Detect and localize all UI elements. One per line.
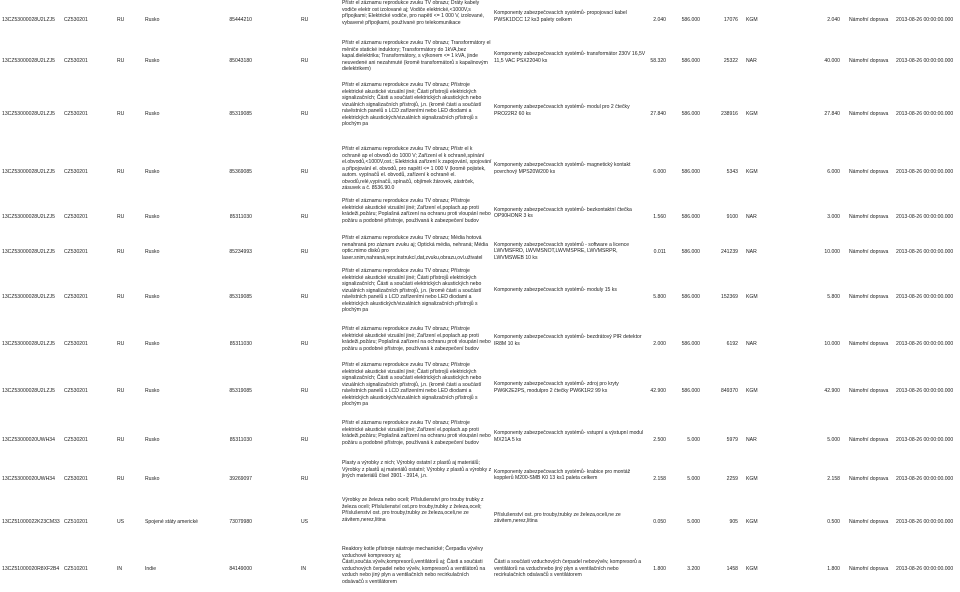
country-code-cell: RU <box>117 17 125 23</box>
country-code-cell: RU <box>117 169 125 175</box>
goods-cell: Komponenty zabezpečovacích systémů- moduly 15 ks <box>494 287 617 293</box>
quantity-cell: 27.840 <box>824 111 840 117</box>
commodity-code-cell: 85311030 <box>229 437 252 443</box>
goods-cell: Komponenty zabezpečovacích systémů- vstupní a výstupní modul MX21A 5 ks <box>494 430 644 443</box>
country-name-cell: Rusko <box>145 111 160 117</box>
country-name-cell: Rusko <box>145 17 160 23</box>
declaration-id-cell: 13CZ53000028U2LZJ5 <box>2 248 55 255</box>
unit-cell: KGM <box>746 518 758 525</box>
origin-code-cell: IN <box>301 566 307 572</box>
country-name-cell: Spojené státy americké <box>145 518 198 525</box>
gross-weight-cell: 586.000 <box>681 213 700 220</box>
commodity-code-cell: 85319085 <box>229 111 252 117</box>
description-cell: Přístr el záznamu reprodukce zvuku TV obrazu; Přístr el k ochraně ap el obvodů do 1000 V; Zařízení el k ochraně,spínání el.obvodů,<1000V,ost.; Elektrická zařízení k zapojování, spojování a připojování el. obvodů, pro napětí <= 1 000 V (kromě pojistek, autom. vypínačů el. obvodů, zařízení k ochraně el. obvodů,relé,vypínačů, spínačů, objímek žárovek, zástrček, zásuvek a č. 8536.90.0 <box>342 146 492 192</box>
statistical-value-cell: 1458 <box>726 566 738 572</box>
commodity-code-cell: 85043180 <box>229 58 252 64</box>
declaration-id-cell: 13CZ51000020R8XF2B4 <box>2 566 60 572</box>
transport-mode-cell: Námořní doprava <box>849 169 889 175</box>
net-weight-cell: 58.320 <box>650 58 666 64</box>
quantity-cell: 5.800 <box>827 294 840 300</box>
statistical-value-cell: 5979 <box>726 437 738 443</box>
customs-office-cell: CZ510201 <box>64 566 88 572</box>
table-row <box>0 198 960 235</box>
commodity-code-cell: 85444210 <box>229 17 252 23</box>
transport-mode-cell: Námořní doprava <box>849 566 889 572</box>
gross-weight-cell: 5.000 <box>687 518 700 525</box>
description-cell: Přístr el záznamu reprodukce zvuku TV obrazu; Transformátory el měniče statické induktory; Transformátory do 1kVA,bez kapal.dielektrika; Transformátory, s výkonem <= 1 kVA, jinde neuvedené ani nezahrnuté (kromě transformátorů s kapalinovým dielektrikem) <box>342 40 491 73</box>
origin-code-cell: RU <box>301 58 309 64</box>
date-cell: 2013-08-26 00:00:00.000 <box>896 169 954 175</box>
country-name-cell: Rusko <box>145 248 160 255</box>
country-name-cell: Rusko <box>145 341 160 347</box>
net-weight-cell: 1.560 <box>653 213 666 220</box>
table-row <box>0 326 960 362</box>
unit-cell: NAR <box>746 248 757 255</box>
unit-cell: KGM <box>746 475 758 482</box>
declaration-id-cell: 13CZ53000028U2LZJ5 <box>2 341 55 347</box>
transport-mode-cell: Námořní doprava <box>849 437 889 443</box>
origin-code-cell: RU <box>301 475 309 482</box>
origin-code-cell: RU <box>301 294 309 300</box>
commodity-code-cell: 73079980 <box>229 518 252 525</box>
gross-weight-cell: 586.000 <box>681 341 700 347</box>
commodity-code-cell: 84149000 <box>229 566 252 572</box>
country-code-cell: RU <box>117 213 125 220</box>
unit-cell: KGM <box>746 111 758 117</box>
declaration-id-cell: 13CZ53000028U2LZJ5 <box>2 213 55 220</box>
country-code-cell: RU <box>117 388 125 394</box>
description-cell: Plasty a výrobky z nich; Výrobky ostatní z plastů aj materiálů; Výrobky z plastů aj materiálů ostatní; Výrobky z plastů a výrobky z jiných materiálů čísel 3901 - 3914, j.n. <box>342 460 492 480</box>
transport-mode-cell: Námořní doprava <box>849 475 889 482</box>
gross-weight-cell: 586.000 <box>681 248 700 255</box>
unit-cell: KGM <box>746 169 758 175</box>
gross-weight-cell: 586.000 <box>681 169 700 175</box>
statistical-value-cell: 905 <box>729 518 738 525</box>
table-row <box>0 82 960 146</box>
commodity-code-cell: 85311030 <box>229 213 252 220</box>
date-cell: 2013-08-26 00:00:00.000 <box>896 17 954 23</box>
statistical-value-cell: 6192 <box>726 341 738 347</box>
customs-office-cell: CZ530201 <box>64 341 88 347</box>
transport-mode-cell: Námořní doprava <box>849 294 889 300</box>
quantity-cell: 2.158 <box>827 475 840 482</box>
origin-code-cell: RU <box>301 213 309 220</box>
table-row <box>0 146 960 198</box>
customs-office-cell: CZ530201 <box>64 437 88 443</box>
gross-weight-cell: 3.200 <box>687 566 700 572</box>
declaration-id-cell: 13CZ53000028U2LZJ5 <box>2 17 55 23</box>
quantity-cell: 6.000 <box>827 169 840 175</box>
goods-cell: Komponenty zabezpečovacích systémů - software a licence LWVMSFRD, LWVMSNOT,LWVMSPRE, LWVMSRPR, LWVMSWEB 10 ks <box>494 241 630 261</box>
country-name-cell: Rusko <box>145 58 160 64</box>
goods-cell: Komponenty zabezpečovacích systémů- propojovací kabel PWSK1DCC 12 ks3 palety celkem <box>494 10 627 23</box>
origin-code-cell: RU <box>301 111 309 117</box>
goods-cell: Komponenty zabezpečovacích systémů- bezkontaktní čtečka OP90HONR 3 ks <box>494 206 632 220</box>
transport-mode-cell: Námořní doprava <box>849 111 889 117</box>
quantity-cell: 3.000 <box>827 213 840 220</box>
country-code-cell: RU <box>117 294 125 300</box>
goods-cell: Části a součásti vzduchových čerpadel nebovývěv, kompresorů a ventilátorů na vzduchnebo jiný plyn a ventilačních nebo recirkulačních odsávačů s ventilátorem <box>494 559 642 579</box>
date-cell: 2013-08-26 00:00:00.000 <box>896 294 954 300</box>
net-weight-cell: 0.050 <box>653 518 666 525</box>
quantity-cell: 1.800 <box>827 566 840 572</box>
quantity-cell: 40.000 <box>824 58 840 64</box>
transport-mode-cell: Námořní doprava <box>849 388 889 394</box>
quantity-cell: 10.000 <box>824 341 840 347</box>
declaration-id-cell: 13CZ53000020UWH34 <box>2 437 55 443</box>
date-cell: 2013-08-26 00:00:00.000 <box>896 213 954 220</box>
gross-weight-cell: 586.000 <box>681 58 700 64</box>
description-cell: Přístr el záznamu reprodukce zvuku TV obrazu; Přístroje elektrické akustické vizuální jiné; Části přístrojů elektrických signalizačních; Části a součásti elektrických akustických nebo vizuálních signalizačních přístrojů, j.n. (kromě části a součástí návěstních panelů s LCD zařízeními nebo LED diodami a elektrických akustických/vizuálních signalizačních přístrojů s plochým pa <box>342 362 482 408</box>
statistical-value-cell: 2259 <box>726 475 738 482</box>
table-row <box>0 362 960 420</box>
date-cell: 2013-08-26 00:00:00.000 <box>896 437 954 443</box>
description-cell: Přístr el záznamu reprodukce zvuku TV obrazu; Média hotová nenahraná pro záznam zvuku aj; Optická média, nehraná; Média optic.mimo disků pro laser.snim,nahraná,repr.instrukcí,dat,zvuku,obrazu,ovl.uživatel <box>342 235 489 261</box>
description-cell: Výrobky ze železa nebo oceli; Příslušenství pro trouby trubky z železa oceli; Příslušenství ost.pro trouby,trubky z železa,oceli; Příslušenství ost. pro trouby,trubky ze železa,oceli,ne ze závitem,nerez,litina <box>342 497 484 523</box>
description-cell: Přístr el záznamu reprodukce zvuku TV obrazu; Přístroje elektrické akustické vizuální jiné; Části přístrojů elektrických signalizačních; Části a součásti elektrických akustických nebo vizuálních signalizačních přístrojů, j.n. (kromě části a součástí návěstních panelů s LCD zařízeními nebo LED diodami a elektrických akustických/vizuálních signalizačních přístrojů s plochým pa <box>342 268 482 314</box>
net-weight-cell: 2.040 <box>653 17 666 23</box>
unit-cell: KGM <box>746 17 758 23</box>
country-name-cell: Rusko <box>145 294 160 300</box>
declaration-id-cell: 13CZ53000028U2LZJ5 <box>2 111 55 117</box>
customs-office-cell: CZ530201 <box>64 248 88 255</box>
gross-weight-cell: 5.000 <box>687 437 700 443</box>
goods-cell: Komponenty zabezpečovacích systémů- transformátor 230V 16,5V 11,5 VAC PSX22040 ks <box>494 51 646 64</box>
country-code-cell: RU <box>117 58 125 64</box>
transport-mode-cell: Námořní doprava <box>849 518 889 525</box>
table-row <box>0 40 960 82</box>
statistical-value-cell: 238916 <box>721 111 738 117</box>
country-code-cell: US <box>117 518 125 525</box>
unit-cell: KGM <box>746 294 758 300</box>
country-code-cell: IN <box>117 566 123 572</box>
table-row <box>0 460 960 497</box>
unit-cell: KGM <box>746 388 758 394</box>
statistical-value-cell: 152369 <box>721 294 738 300</box>
commodity-code-cell: 85319085 <box>229 388 252 394</box>
customs-office-cell: CZ530201 <box>64 111 88 117</box>
description-cell: Přístr el záznamu reprodukce zvuku TV obrazu; Přístroje elektrické akustické vizuální jiné; Zařízení el.poplach.ap proti krádeži,požáru; Poplašná zařízení na ochranu proti vloupání nebo požáru a podobné přístroje, používaná k zabezpečení budov <box>342 420 491 446</box>
commodity-code-cell: 85311030 <box>229 341 252 347</box>
statistical-value-cell: 5343 <box>726 169 738 175</box>
transport-mode-cell: Námořní doprava <box>849 17 889 23</box>
table-row <box>0 420 960 460</box>
declaration-id-cell: 13CZ53000028U2LZJ5 <box>2 294 55 300</box>
date-cell: 2013-08-26 00:00:00.000 <box>896 248 954 255</box>
goods-cell: Komponenty zabezpečovacích systémů- bezdrátový PIR detektor IR8M 10 ks <box>494 334 642 347</box>
commodity-code-cell: 85369085 <box>229 169 252 175</box>
country-code-cell: RU <box>117 341 125 347</box>
transport-mode-cell: Námořní doprava <box>849 58 889 64</box>
net-weight-cell: 42.900 <box>650 388 666 394</box>
origin-code-cell: US <box>301 518 309 525</box>
goods-cell: Příslušenství ost. pro trouby,trubky ze železa,oceli,ne ze závitem,nerez,litina <box>494 511 621 525</box>
date-cell: 2013-08-26 00:00:00.000 <box>896 475 954 482</box>
gross-weight-cell: 586.000 <box>681 111 700 117</box>
net-weight-cell: 2.500 <box>653 437 666 443</box>
transport-mode-cell: Námořní doprava <box>849 213 889 220</box>
origin-code-cell: RU <box>301 169 309 175</box>
country-code-cell: RU <box>117 248 125 255</box>
quantity-cell: 2.040 <box>827 17 840 23</box>
country-code-cell: RU <box>117 437 125 443</box>
statistical-value-cell: 17076 <box>723 17 738 23</box>
unit-cell: NAR <box>746 213 757 220</box>
description-cell: Přístr el záznamu reprodukce zvuku TV obrazu; Dráty kabely vodiče elektr ost izolované aj; Vodiče elektrické,<1000V,s přípojkami; Elektrické vodiče, pro napětí <= 1 000 V, izolované, vybavené přípojkami, používané pro telekomunikace <box>342 0 484 26</box>
table-row <box>0 546 960 592</box>
date-cell: 2013-08-26 00:00:00.000 <box>896 518 954 525</box>
commodity-code-cell: 85319085 <box>229 294 252 300</box>
net-weight-cell: 2.158 <box>653 475 666 482</box>
commodity-code-cell: 39269097 <box>229 475 252 482</box>
origin-code-cell: RU <box>301 437 309 443</box>
date-cell: 2013-08-26 00:00:00.000 <box>896 566 954 572</box>
country-code-cell: RU <box>117 475 125 482</box>
unit-cell: NAR <box>746 437 757 443</box>
country-name-cell: Rusko <box>145 475 160 482</box>
commodity-code-cell: 85234993 <box>229 248 252 255</box>
country-name-cell: Rusko <box>145 169 160 175</box>
customs-office-cell: CZ530201 <box>64 213 88 220</box>
description-cell: Přístr el záznamu reprodukce zvuku TV obrazu; Přístroje elektrické akustické vizuální jiné; Zařízení el.poplach.ap proti krádeži,požáru; Poplašná zařízení na ochranu proti vloupání nebo požáru a podobné přístroje, používaná k zabezpečení budov <box>342 198 491 224</box>
date-cell: 2013-08-26 00:00:00.000 <box>896 341 954 347</box>
declaration-id-cell: 13CZ53000020UWH34 <box>2 475 55 482</box>
description-cell: Přístr el záznamu reprodukce zvuku TV obrazu; Přístroje elektrické akustické vizuální jiné; Zařízení el.poplach.ap proti krádeži,požáru; Poplašná zařízení na ochranu proti vloupání nebo požáru a podobné přístroje, používaná k zabezpečení budov <box>342 326 491 352</box>
goods-cell: Komponenty zabezpečovacích systémů- zdroj pro kryty PW6K2E2PS, modulpro 2 čtečky PW6K1R2 99 ks <box>494 381 619 394</box>
gross-weight-cell: 586.000 <box>681 294 700 300</box>
country-name-cell: Rusko <box>145 388 160 394</box>
origin-code-cell: RU <box>301 388 309 394</box>
table-row <box>0 268 960 326</box>
goods-cell: Komponenty zabezpečovacích systémů- magnetický kontakt povrchový MPS20W200 ks <box>494 162 631 175</box>
quantity-cell: 42.900 <box>824 388 840 394</box>
country-name-cell: Rusko <box>145 437 160 443</box>
gross-weight-cell: 586.000 <box>681 388 700 394</box>
net-weight-cell: 27.840 <box>650 111 666 117</box>
quantity-cell: 0.500 <box>827 518 840 525</box>
origin-code-cell: RU <box>301 341 309 347</box>
table-row <box>0 0 960 40</box>
unit-cell: NAR <box>746 58 757 64</box>
origin-code-cell: RU <box>301 248 309 255</box>
statistical-value-cell: 849370 <box>721 388 738 394</box>
customs-office-cell: CZ530201 <box>64 58 88 64</box>
description-cell: Přístr el záznamu reprodukce zvuku TV obrazu; Přístroje elektrické akustické vizuální jiné; Části přístrojů elektrických signalizačních; Části a součásti elektrických akustických nebo vizuálních signalizačních přístrojů, j.n. (kromě části a součástí návěstních panelů s LCD zařízeními nebo LED diodami a elektrických akustických/vizuálních signalizačních přístrojů s plochým pa <box>342 82 482 128</box>
country-code-cell: RU <box>117 111 125 117</box>
gross-weight-cell: 5.000 <box>687 475 700 482</box>
customs-office-cell: CZ530201 <box>64 17 88 23</box>
customs-office-cell: CZ530201 <box>64 475 88 482</box>
declaration-id-cell: 13CZ53000028U2LZJ5 <box>2 169 55 175</box>
statistical-value-cell: 9100 <box>726 213 738 220</box>
declaration-id-cell: 13CZ53000028U2LZJ5 <box>2 388 55 394</box>
origin-code-cell: RU <box>301 17 309 23</box>
net-weight-cell: 2.000 <box>653 341 666 347</box>
country-name-cell: Rusko <box>145 213 160 220</box>
transport-mode-cell: Námořní doprava <box>849 341 889 347</box>
declaration-id-cell: 13CZ51000022K23CM33 <box>2 518 60 525</box>
net-weight-cell: 5.800 <box>653 294 666 300</box>
table-row <box>0 235 960 268</box>
transport-mode-cell: Námořní doprava <box>849 248 889 255</box>
quantity-cell: 10.000 <box>824 248 840 255</box>
customs-office-cell: CZ530201 <box>64 388 88 394</box>
declaration-id-cell: 13CZ53000028U2LZJ5 <box>2 58 55 64</box>
unit-cell: KGM <box>746 566 758 572</box>
gross-weight-cell: 586.000 <box>681 17 700 23</box>
quantity-cell: 5.000 <box>827 437 840 443</box>
date-cell: 2013-08-26 00:00:00.000 <box>896 111 954 117</box>
unit-cell: NAR <box>746 341 757 347</box>
net-weight-cell: 0.011 <box>653 248 666 255</box>
net-weight-cell: 6.000 <box>653 169 666 175</box>
customs-office-cell: CZ530201 <box>64 294 88 300</box>
statistical-value-cell: 25322 <box>723 58 738 64</box>
table-row <box>0 497 960 546</box>
statistical-value-cell: 241239 <box>721 248 738 255</box>
customs-office-cell: CZ510201 <box>64 518 88 525</box>
date-cell: 2013-08-26 00:00:00.000 <box>896 388 954 394</box>
goods-cell: Komponenty zabezpečovacích systémů- krabice pro montáž kopplerů M200-SMB K0 13 ks1 paleta celkem <box>494 468 631 482</box>
date-cell: 2013-08-26 00:00:00.000 <box>896 58 954 64</box>
description-cell: Reaktory kotle přístroje nástroje mechanické; Čerpadla vývěvy vzduchové kompresory aj; Části,součás.vývěv,kompresorů,ventilátorů aj; Části a součásti vzduchových čerpadel nebo vývěv, kompresorů a ventilátorů na vzduch nebo jiný plyn a ventilačních nebo recirkulačních odsávačů s ventilátorem <box>342 546 486 585</box>
country-name-cell: Indie <box>145 566 157 572</box>
goods-cell: Komponenty zabezpečovacích systémů- modul pro 2 čtečky PRO22R2 60 ks <box>494 104 630 117</box>
net-weight-cell: 1.800 <box>653 566 666 572</box>
customs-office-cell: CZ530201 <box>64 169 88 175</box>
